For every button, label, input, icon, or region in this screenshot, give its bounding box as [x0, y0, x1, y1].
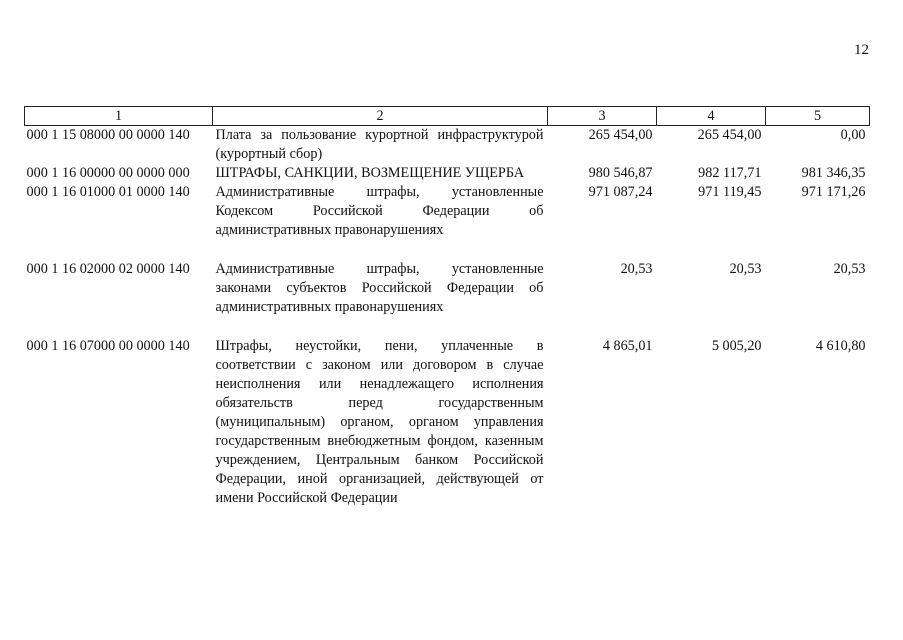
budget-table — [24, 106, 870, 508]
row-name: Административные штрафы, установленные законами субъектов Российской Федерации об административных правонарушениях — [215, 261, 544, 315]
table-row — [25, 183, 870, 260]
column-header-5: 5 — [766, 107, 870, 126]
column-header-2: 2 — [213, 107, 548, 126]
row-name: Штрафы, неустойки, пени, уплаченные в соответствии с законом или договором в случае неисполнения или ненадлежащего исполнения обязательств перед государственным (муниципальным) органом, органом управления государственным внебюджетным фондом, казенным учреждением, Центральным банком Российской Федерации, иной организацией, действующей от имени Российской Федерации — [215, 338, 544, 506]
row-code: 000 1 16 01000 01 0000 140 — [26, 184, 190, 200]
row-code: 000 1 16 00000 00 0000 000 — [26, 165, 190, 181]
row-value-5: 20,53 — [833, 261, 866, 277]
table-row — [25, 164, 870, 183]
row-value-5: 4 610,80 — [815, 338, 866, 354]
table-row — [25, 126, 870, 165]
column-header-3: 3 — [548, 107, 657, 126]
row-value-3: 4 865,01 — [602, 338, 653, 354]
row-code: 000 1 15 08000 00 0000 140 — [26, 127, 190, 143]
table-row — [25, 337, 870, 508]
column-header-1: 1 — [25, 107, 213, 126]
row-value-4: 982 117,71 — [698, 165, 762, 181]
row-name: Плата за пользование курортной инфраструктурой (курортный сбор) — [215, 127, 544, 162]
row-value-4: 5 005,20 — [711, 338, 762, 354]
row-value-3: 971 087,24 — [588, 184, 653, 200]
row-code: 000 1 16 02000 02 0000 140 — [26, 261, 190, 277]
row-name: Административные штрафы, установленные Кодексом Российской Федерации об административных правонарушениях — [215, 184, 544, 238]
budget-table-container — [24, 106, 869, 508]
row-value-4: 971 119,45 — [698, 184, 762, 200]
row-value-5: 0,00 — [840, 127, 866, 143]
table-header — [25, 107, 870, 126]
row-name: ШТРАФЫ, САНКЦИИ, ВОЗМЕЩЕНИЕ УЩЕРБА — [215, 165, 525, 181]
table-row — [25, 260, 870, 337]
row-value-4: 265 454,00 — [697, 127, 762, 143]
page-number: 12 — [854, 42, 869, 58]
row-value-5: 971 171,26 — [801, 184, 866, 200]
column-header-4: 4 — [657, 107, 766, 126]
row-value-3: 20,53 — [620, 261, 653, 277]
row-value-4: 20,53 — [729, 261, 762, 277]
row-code: 000 1 16 07000 00 0000 140 — [26, 338, 190, 354]
row-value-3: 265 454,00 — [588, 127, 653, 143]
row-value-3: 980 546,87 — [588, 165, 653, 181]
row-value-5: 981 346,35 — [801, 165, 866, 181]
